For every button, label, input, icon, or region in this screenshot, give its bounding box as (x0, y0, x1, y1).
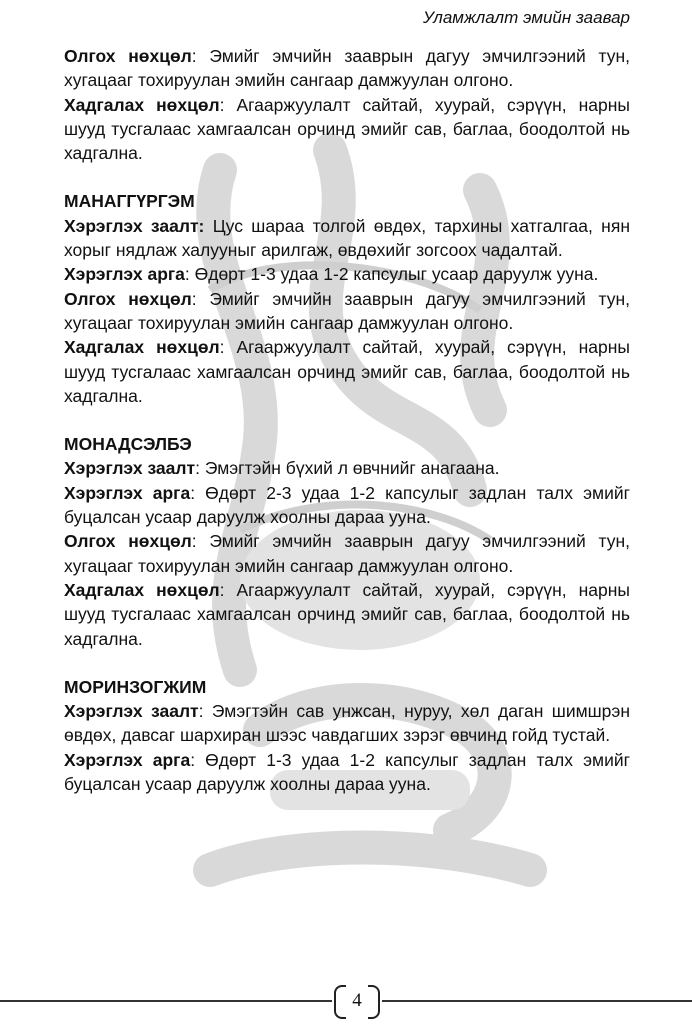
right-bracket-icon (368, 985, 380, 1019)
olgokh-label: Олгох нөхцөл (64, 46, 192, 66)
olgokh-label: Олгох нөхцөл (64, 288, 192, 309)
drug-name: МОРИНЗОГЖИМ (64, 676, 207, 697)
khadgalakh-label: Хадгалах нөхцөл (64, 94, 220, 115)
olgokh-paragraph (64, 44, 630, 93)
drug-section (64, 432, 630, 651)
arga-label: Хэрэглэх арга (64, 482, 191, 503)
khadgalakh-text: : Агааржуулалт сайтай, хуурай, сэрүүн, нарны шууд тусгалаас хамгаалсан орчинд эмийг сав, баглаа, боодолтой нь хадгална. (64, 579, 630, 649)
khadgalakh-label: Хадгалах нөхцөл (64, 337, 220, 358)
page-number: 4 (352, 990, 362, 1011)
arga-text: : Өдөрт 2-3 удаа 1-2 капсулыг задлан талх эмийг буцалсан усаар даруулж хоолны дараа ууна. (64, 482, 630, 528)
olgokh-paragraph (64, 287, 630, 336)
khadgalakh-text: : Агааржуулалт сайтай, хуурай, сэрүүн, нарны шууд тусгалаас хамгаалсан орчинд эмийг сав, баглаа, боодолтой нь хадгална. (64, 337, 630, 406)
zaalt-label: Хэрэглэх заалт (64, 701, 199, 722)
footer-rule-right (382, 1000, 692, 1002)
zaalt-label: Хэрэглэх заалт: (64, 215, 205, 236)
olgokh-text: : Эмийг эмчийн зааврын дагуу эмчилгээний тун, хугацааг тохируулан эмийн сангаар дамжуулан олгоно. (64, 46, 630, 91)
zaalt-paragraph (64, 456, 630, 480)
page-footer (0, 983, 692, 1019)
khadgalakh-paragraph (64, 578, 630, 651)
khadgalakh-paragraph (64, 93, 630, 166)
page-content (64, 44, 630, 796)
arga-paragraph (64, 481, 630, 530)
arga-paragraph (64, 262, 630, 286)
drug-name: МОНАДСЭЛБЭ (64, 434, 192, 455)
khadgalakh-paragraph (64, 335, 630, 408)
drug-section (64, 675, 630, 796)
intro-section (64, 44, 630, 165)
zaalt-paragraph (64, 214, 630, 263)
arga-label: Хэрэглэх арга (64, 264, 185, 285)
arga-text: : Өдөрт 1-3 удаа 1-2 капсулыг усаар даруулж ууна. (184, 264, 599, 285)
zaalt-text: Цус шараа толгой өвдөх, тархины хатгалгаа, нян хорыг нядлаж халууныг арилгаж, өвдөхийг зогсоох чадалтай. (64, 215, 630, 261)
khadgalakh-text: : Агааржуулалт сайтай, хуурай, сэрүүн, нарны шууд тусгалаас хамгаалсан орчинд эмийг сав, баглаа, боодолтой нь хадгална. (64, 94, 630, 164)
arga-text: : Өдөрт 1-3 удаа 1-2 капсулыг задлан талх эмийг буцалсан усаар даруулж хоолны дараа ууна. (64, 749, 630, 795)
zaalt-text: : Эмэгтэйн бүхий л өвчнийг анагаана. (195, 458, 500, 479)
arga-paragraph (64, 748, 630, 797)
olgokh-text: : Эмийг эмчийн зааврын дагуу эмчилгээний тун, хугацааг тохируулан эмийн сангаар дамжуулан олгоно. (64, 288, 630, 333)
footer-rule-left (0, 1000, 332, 1002)
olgokh-label: Олгох нөхцөл (64, 531, 192, 552)
zaalt-text: : Эмэгтэйн сав унжсан, нуруу, хөл даган шимшрэн өвдөх, давсаг шархиран шээс чавдагших зэрэг өвчинд гойд тустай. (64, 701, 630, 746)
drug-name: МАНАГГҮРГЭМ (64, 191, 195, 212)
page-number-frame (334, 983, 380, 1019)
olgokh-paragraph (64, 529, 630, 578)
running-header: Уламжлалт эмийн заавар (422, 8, 630, 27)
olgokh-text: : Эмийг эмчийн зааврын дагуу эмчилгээний тун, хугацааг тохируулан эмийн сангаар дамжуулан олгоно. (64, 531, 630, 576)
khadgalakh-label: Хадгалах нөхцөл (64, 579, 220, 600)
zaalt-paragraph (64, 699, 630, 748)
drug-section (64, 189, 630, 408)
zaalt-label: Хэрэглэх заалт (64, 458, 196, 479)
arga-label: Хэрэглэх арга (64, 749, 191, 770)
